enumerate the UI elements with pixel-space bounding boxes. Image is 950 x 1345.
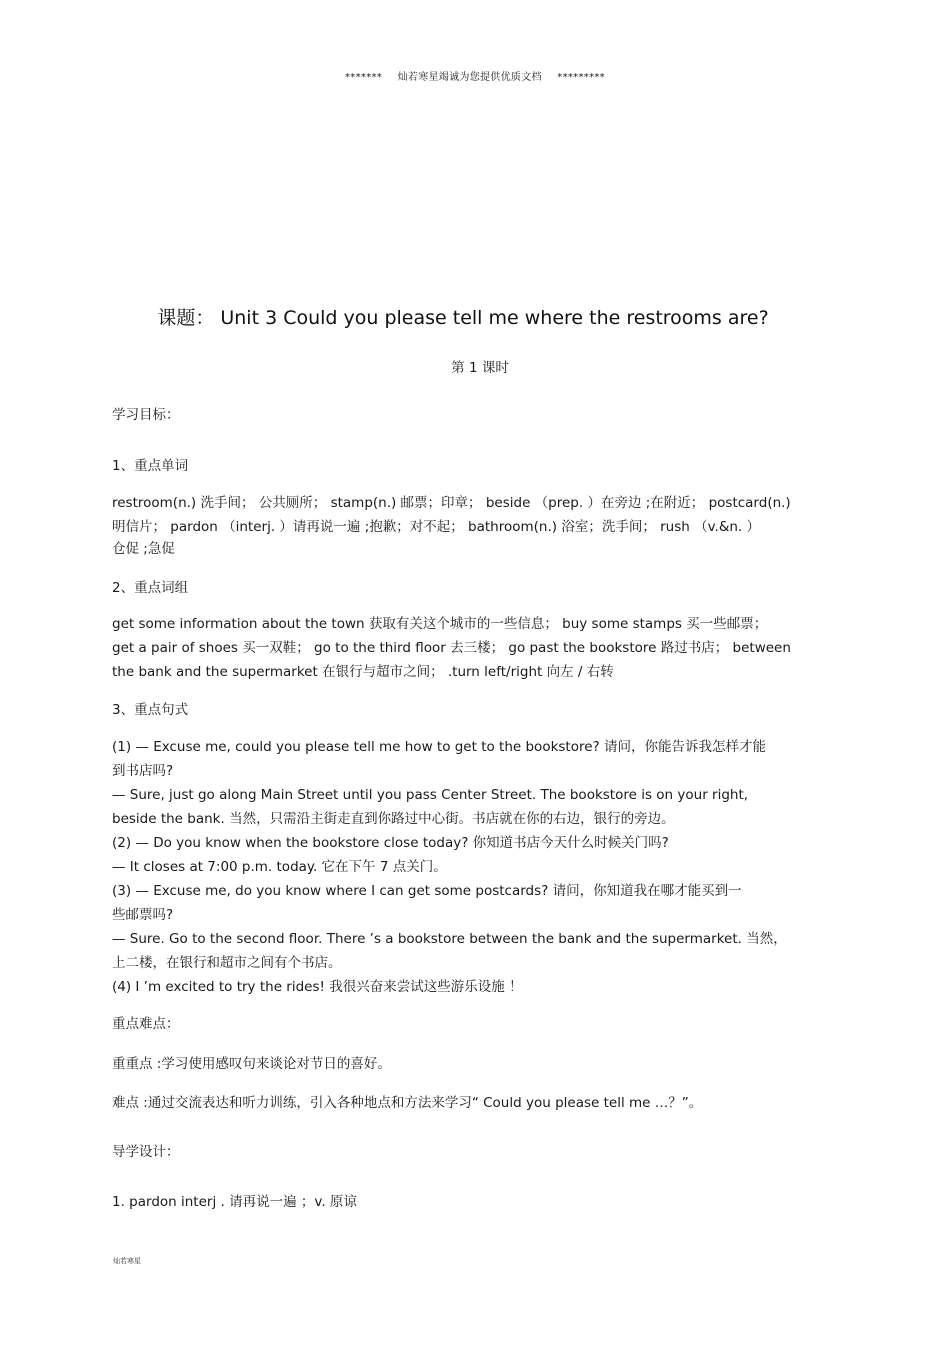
- key-point-text: 重重点 :学习使用感叹句来谈论对节日的喜好。: [112, 1056, 391, 1072]
- key-point: [112, 1052, 834, 1076]
- header-right-stars: *********: [557, 72, 605, 83]
- objectives-heading: [112, 403, 834, 427]
- sentences-heading-text: 3、重点句式: [112, 702, 189, 718]
- phrases-heading: [112, 576, 834, 600]
- header-text: 灿若寒星竭诚为您提供优质文档: [397, 72, 542, 83]
- guide-item-text: 1. pardon interj . 请再说一遍 ；v. 原谅: [112, 1194, 357, 1210]
- key-sentences-paragraph: [112, 735, 834, 999]
- sentences-heading: [112, 698, 834, 722]
- key-phrases-paragraph: [112, 612, 834, 684]
- sentence-line: (1) — Excuse me, could you please tell me how to get to the bookstore? 请问，你能告诉我怎样才能: [112, 739, 766, 755]
- difficult-point-text: 难点 :通过交流表达和听力训练，引入各种地点和方法来学习“ Could you please tell me …？”。: [112, 1095, 703, 1111]
- sentence-line: — It closes at 7:00 p.m. today. 它在下午 7 点关门。: [112, 859, 447, 875]
- sentence-line: — Sure. Go to the second floor. There ’s a bookstore between the bank and the supermarket. 当然，: [112, 931, 787, 947]
- guide-heading-text: 导学设计：: [112, 1144, 180, 1160]
- guide-heading: [112, 1140, 834, 1164]
- difficulty-heading-text: 重点难点：: [112, 1016, 180, 1032]
- key-words-paragraph: [112, 491, 834, 559]
- document-title: 课题： Unit 3 Could you please tell me where the restrooms are?: [157, 307, 769, 329]
- words-line: restroom(n.) 洗手间； 公共厕所； stamp(n.) 邮票；印章； beside （prep. ）在旁边 ;在附近； postcard(n.): [112, 495, 791, 511]
- header-left-stars: *******: [345, 72, 383, 83]
- sentence-line: 上二楼，在银行和超市之间有个书店。: [112, 955, 342, 971]
- sentence-line: 到书店吗?: [112, 763, 174, 779]
- difficulty-heading: [112, 1012, 834, 1036]
- sentence-line: (4) I ’m excited to try the rides! 我很兴奋来尝试这些游乐设施 ！: [112, 979, 523, 995]
- phrases-heading-text: 2、重点词组: [112, 580, 189, 596]
- words-heading-text: 1、重点单词: [112, 458, 189, 474]
- phrases-line: the bank and the supermarket 在银行与超市之间； .turn left/right 向左 / 右转: [112, 664, 614, 680]
- sentence-line: (2) — Do you know when the bookstore close today? 你知道书店今天什么时候关门吗?: [112, 835, 669, 851]
- objectives-heading-text: 学习目标：: [112, 407, 180, 423]
- lesson-number: 第 1 课时: [451, 360, 509, 376]
- phrases-line: get some information about the town 获取有关这个城市的一些信息； buy some stamps 买一些邮票；: [112, 616, 768, 632]
- sentence-line: (3) — Excuse me, do you know where I can get some postcards? 请问，你知道我在哪才能买到一: [112, 883, 742, 899]
- words-line: 仓促 ;急促: [112, 541, 175, 557]
- phrases-line: get a pair of shoes 买一双鞋； go to the third floor 去三楼； go past the bookstore 路过书店； between: [112, 640, 791, 656]
- sentence-line: beside the bank. 当然，只需沿主街走直到你路过中心街。书店就在你的右边，银行的旁边。: [112, 811, 675, 827]
- difficult-point: [112, 1091, 834, 1115]
- words-heading: [112, 454, 834, 478]
- sentence-line: 些邮票吗?: [112, 907, 174, 923]
- sentence-line: — Sure, just go along Main Street until you pass Center Street. The bookstore is on your right,: [112, 787, 749, 803]
- page-header: [0, 68, 950, 83]
- words-line: 明信片； pardon （interj. ）请再说一遍 ;抱歉；对不起； bathroom(n.) 浴室；洗手间； rush （v.&n. ）: [112, 519, 761, 535]
- page-footer: 灿若寒星: [113, 1257, 141, 1265]
- guide-item: [112, 1190, 834, 1214]
